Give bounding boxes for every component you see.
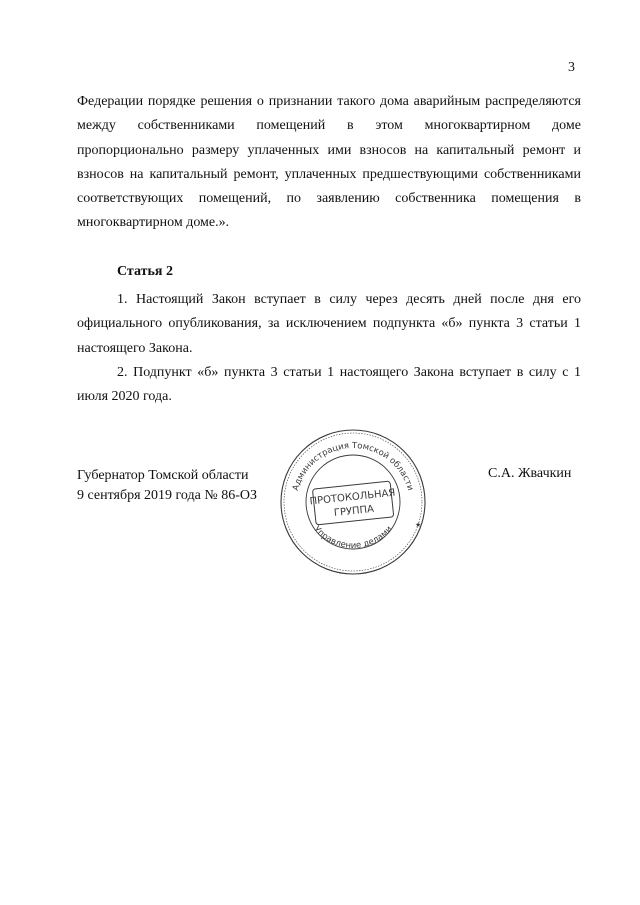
stamp-outer-text: Администрация Томской области [290, 440, 416, 492]
official-seal-stamp [278, 427, 428, 577]
stamp-center-line-2: ГРУППА [333, 503, 375, 520]
stamp-center-line-1: ПРОТОКОЛЬНАЯ [309, 487, 396, 508]
article-body [77, 288, 581, 409]
article-heading: Статья 2 [117, 264, 173, 279]
page-number: 3 [568, 60, 575, 75]
article-paragraph-1: 1. Настоящий Закон вступает в силу через десять дней после дня его официального опубликования, за исключением подпункта «б» пункта 3 статьи 1 настоящего Закона. [77, 292, 581, 356]
signatory-title: Губернатор Томской области [77, 468, 249, 483]
article-paragraph-2: 2. Подпункт «б» пункта 3 статьи 1 настоящего Закона вступает в силу с 1 июля 2020 года. [77, 364, 581, 405]
signature-block [77, 466, 257, 506]
signatory-name: С.А. Жвачкин [488, 466, 572, 481]
continuation-paragraph-block [77, 90, 581, 236]
law-date-number: 9 сентября 2019 года № 86-ОЗ [77, 488, 257, 503]
stamp-star-icon: ★ [415, 521, 422, 529]
stamp-bottom-text: Управление делами [311, 524, 395, 551]
continuation-paragraph: Федерации порядке решения о признании такого дома аварийным распределяются между собственниками помещений в этом многоквартирном доме пропорционально размеру уплаченных ими взносов на капитальный ремонт и взносов на капитальный ремонт, уплаченных предшествующими собственниками соответствующих помещений, по заявлению собственника помещения в многоквартирном доме.». [77, 94, 581, 231]
